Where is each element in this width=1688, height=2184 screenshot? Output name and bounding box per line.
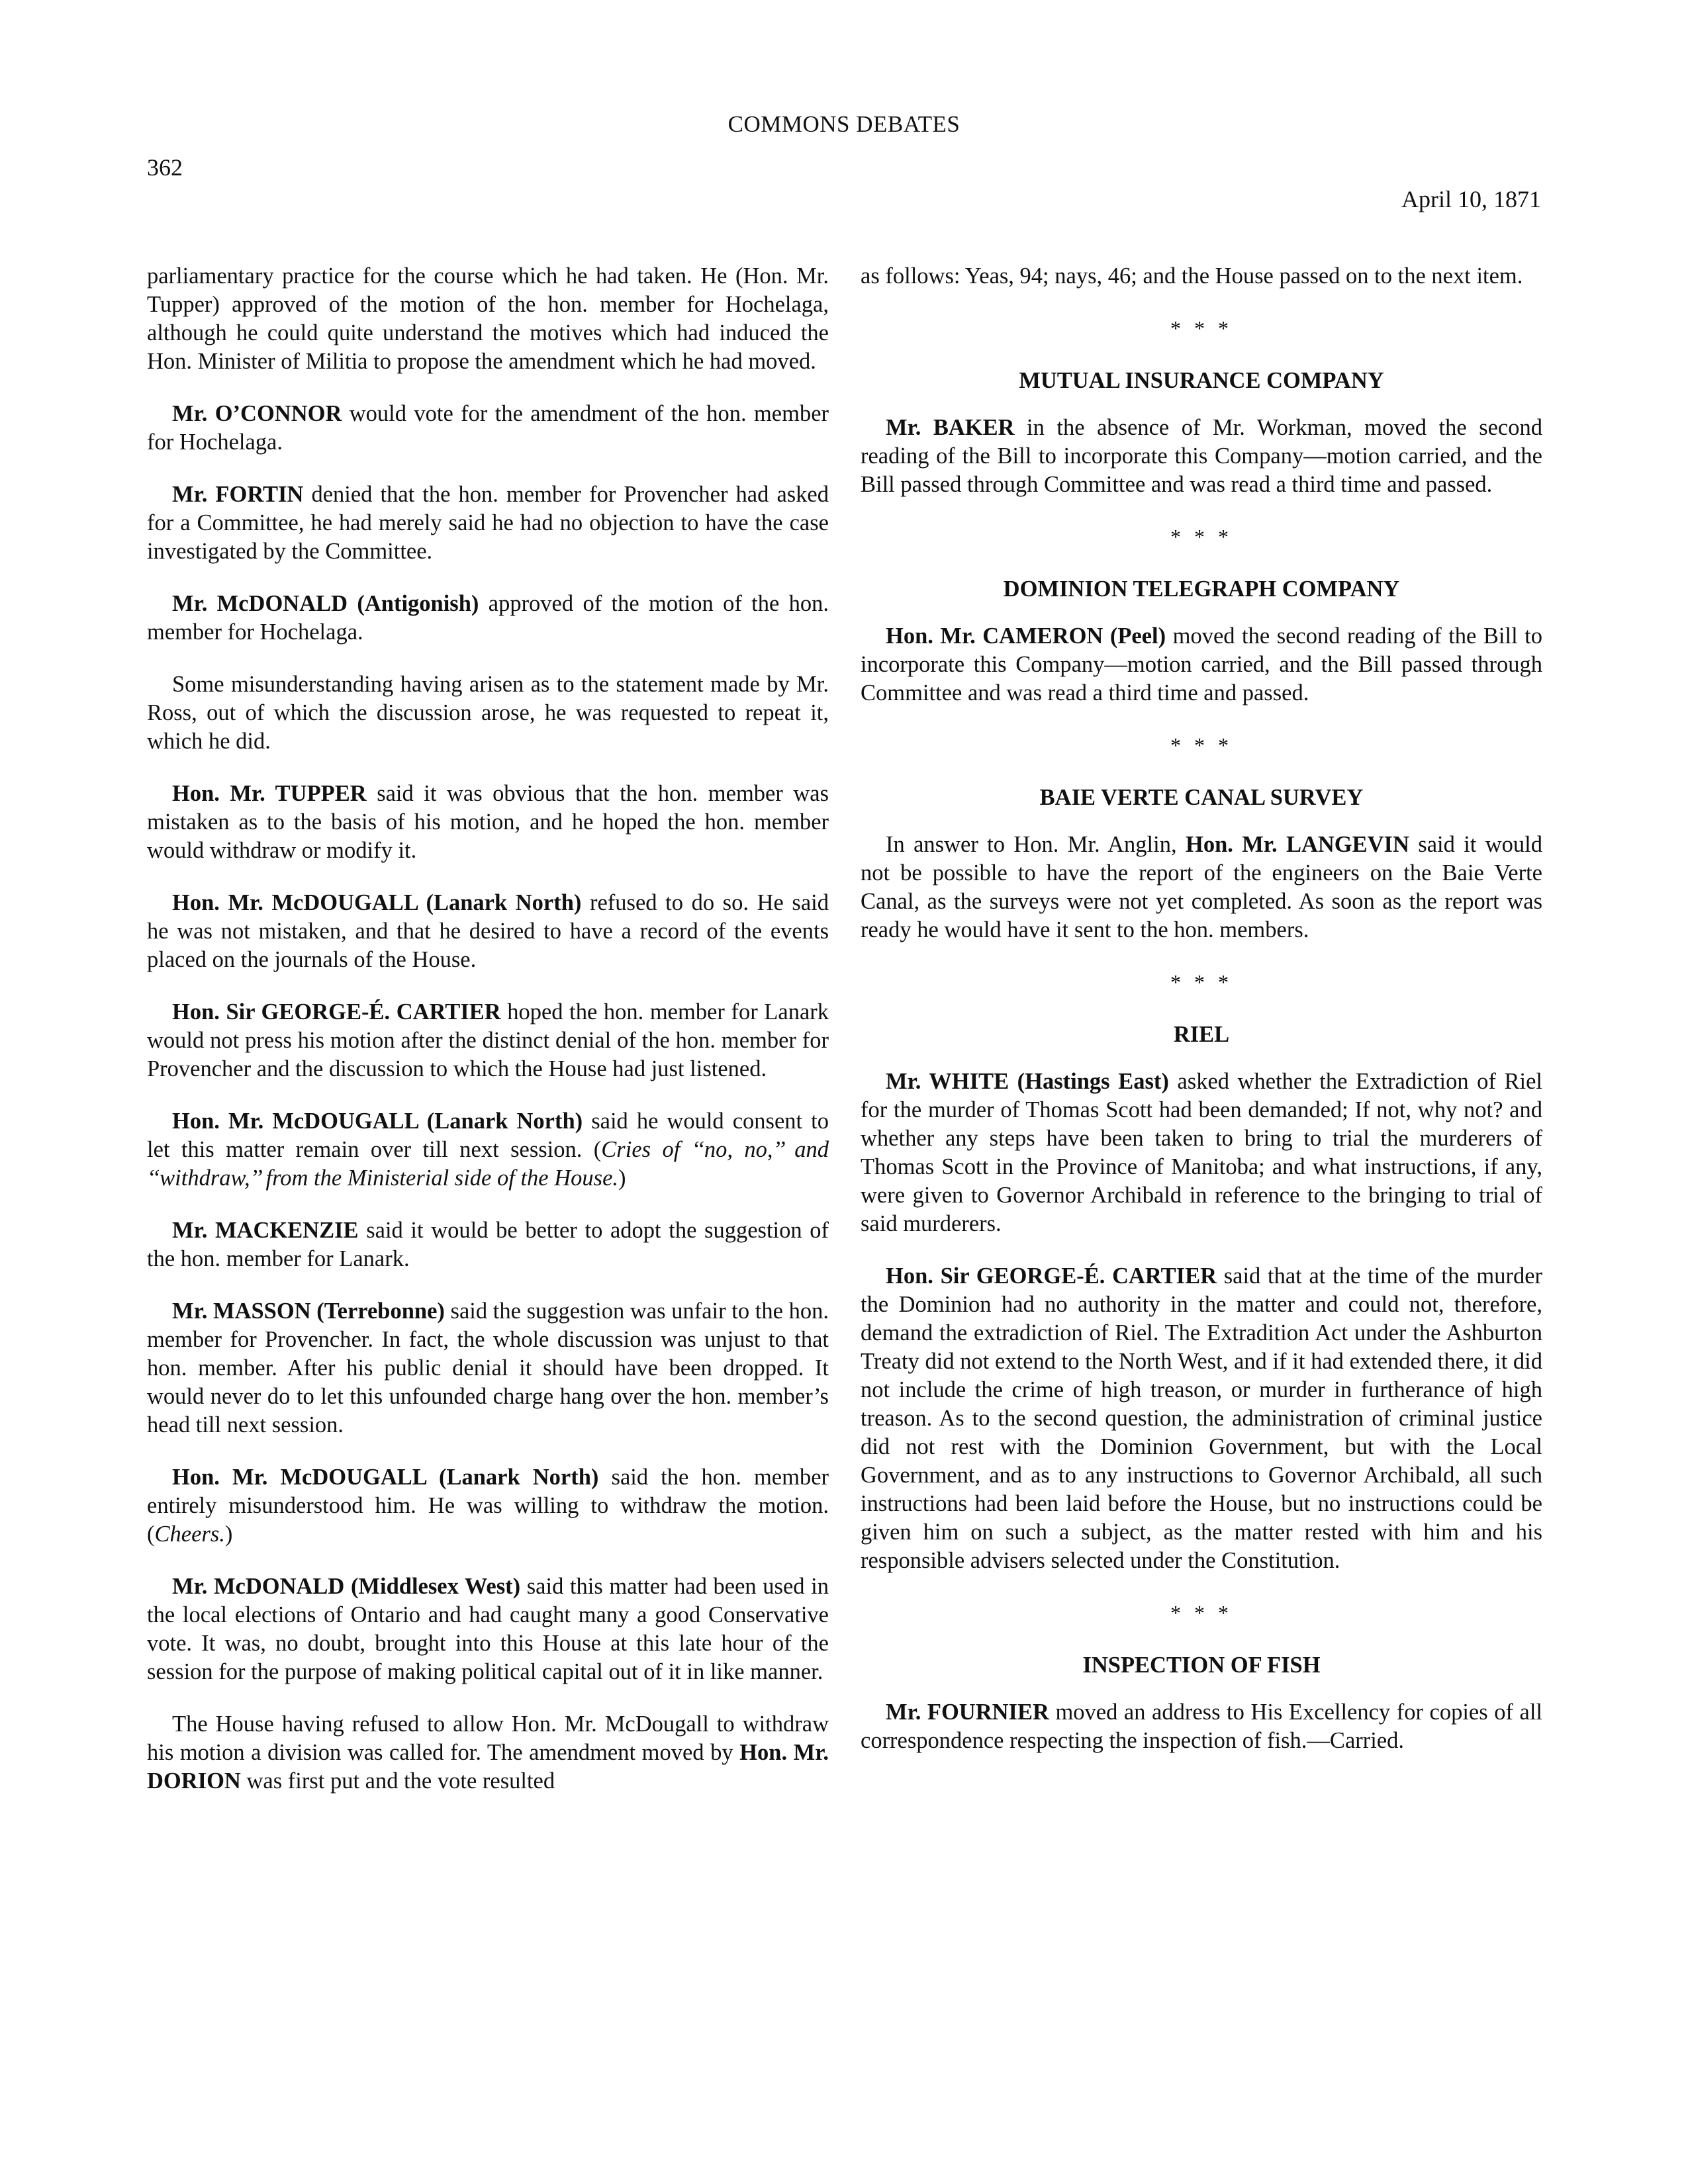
speaker-name: Hon. Mr. DORION — [147, 1740, 829, 1794]
paragraph-text: denied that the hon. member for Provencher had asked for a Committee, he had merely said he had no objection to have the case investigated by the Committee. — [147, 482, 829, 564]
speaker-name: Mr. MASSON (Terrebonne) — [172, 1298, 445, 1324]
paragraph-text: hoped the hon. member for Lanark would not press his motion after the distinct denial of the hon. member for Provencher and the discussion to which the House had just listened. — [147, 999, 829, 1081]
speaker-name: Mr. MACKENZIE — [172, 1218, 359, 1243]
paragraph-text: ) — [224, 1522, 233, 1547]
paragraph — [147, 780, 829, 865]
running-title: COMMONS DEBATES — [727, 111, 961, 137]
paragraph-text: said it would not be possible to have the report of the engineers on the Baie Verte Canal, as the surveys were not yet completed. As soon as the report was ready he would have it sent to the hon. members. — [861, 832, 1543, 942]
speaker-name: Mr. FORTIN — [172, 482, 304, 507]
speaker-name: Hon. Mr. McDOUGALL (Lanark North) — [172, 1465, 599, 1490]
section-separator: * * * — [1170, 733, 1233, 757]
paragraph-text: asked whether the Extradiction of Riel for the murder of Thomas Scott had been demanded; If not, why not? and whether any steps have been taken to bring to trial the murderers of Thomas Scott in the Province of Manitoba; and what instructions, if any, were given to Governor Archibald in reference to the bringing to trial of said murderers. — [861, 1069, 1542, 1236]
speaker-name: Mr. BAKER — [886, 415, 1015, 440]
section-heading: BAIE VERTE CANAL SURVEY — [1039, 785, 1364, 810]
paragraph — [861, 622, 1542, 707]
page-date: April 10, 1871 — [1401, 186, 1541, 212]
speaker-name: Mr. McDONALD (Middlesex West) — [172, 1574, 521, 1599]
section-heading: RIEL — [1173, 1022, 1230, 1047]
paragraph-text: said that at the time of the murder the Dominion had no authority in the matter and could not, therefore, demand the extradiction of Riel. The Extradition Act under the Ashburton Treaty did not extend to the North West, and if it had extended there, it did not include the crime of high treason, or murder in furtherance of high treason. As to the second question, the administration of criminal justice did not rest with the Dominion Government, but with the Local Government, and as to any instructions to Governor Archibald, all such instructions had been laid before the House, but no instructions could be given him on such a subject, as the matter rested with him and his responsible advisers selected under the Constitution. — [861, 1263, 1542, 1573]
paragraph — [147, 1297, 829, 1439]
paragraph: parliamentary practice for the course which he had taken. He (Hon. Mr. Tupper) approved of the motion of the hon. member for Hochelaga, although he could quite understand the motives which had induced the Hon. Minister of Militia to propose the amendment which he had moved. — [147, 263, 829, 374]
paragraph — [861, 1698, 1542, 1755]
paragraph: as follows: Yeas, 94; nays, 46; and the House passed on to the next item. — [861, 263, 1523, 289]
paragraph-text: said it would be better to adopt the suggestion of the hon. member for Lanark. — [147, 1218, 829, 1271]
paragraph-text: said this matter had been used in the local elections of Ontario and had caught many a good Conservative vote. It was, no doubt, brought into this House at this late hour of the session for the purpose of making political capital out of it in like manner. — [147, 1574, 829, 1684]
paragraph — [861, 831, 1542, 944]
speaker-name: Mr. WHITE (Hastings East) — [886, 1069, 1169, 1094]
speaker-name: Hon. Mr. McDOUGALL (Lanark North) — [172, 890, 582, 915]
paragraph-text: In answer to Hon. Mr. Anglin, — [886, 832, 1186, 857]
paragraph-text: moved the second reading of the Bill to incorporate this Company—motion carried, and the Bill passed through Committee and was read a third time and passed. — [861, 623, 1542, 705]
paragraph — [147, 590, 829, 647]
section-separator: * * * — [1170, 316, 1233, 340]
speaker-name: Mr. FOURNIER — [886, 1700, 1049, 1725]
paragraph: Some misunderstanding having arisen as to the statement made by Mr. Ross, out of which the discussion arose, he was requested to repeat it, which he did. — [147, 672, 829, 754]
speaker-name: Mr. O’CONNOR — [172, 401, 342, 426]
paragraph — [147, 1463, 829, 1549]
left-column — [147, 262, 829, 1819]
paragraph-text: was first put and the vote resulted — [240, 1768, 555, 1794]
section-heading: DOMINION TELEGRAPH COMPANY — [1003, 576, 1400, 602]
section-separator: * * * — [1170, 1601, 1233, 1625]
paragraph — [861, 1068, 1542, 1238]
paragraph-text: moved an address to His Excellency for copies of all correspondence respecting the inspection of fish.—Carried. — [861, 1700, 1542, 1753]
paragraph-text: The House having refused to allow Hon. Mr. McDougall to withdraw his motion a division was called for. The amendment moved by — [147, 1711, 829, 1765]
section-separator: * * * — [1170, 970, 1233, 994]
paragraph — [147, 1216, 829, 1273]
stage-direction: Cries of ‘‘no, no,’’ and ‘‘withdraw,’’ from the Ministerial side of the House. — [147, 1137, 829, 1191]
speaker-name: Hon. Mr. McDOUGALL (Lanark North) — [172, 1109, 583, 1134]
page-number: 362 — [147, 154, 183, 181]
paragraph — [861, 414, 1542, 499]
paragraph — [147, 998, 829, 1083]
paragraph — [147, 400, 829, 457]
paragraph — [147, 1572, 829, 1686]
paragraph-text: would vote for the amendment of the hon. member for Hochelaga. — [147, 401, 829, 455]
speaker-name: Hon. Sir GEORGE-É. CARTIER — [886, 1263, 1217, 1289]
paragraph — [147, 480, 829, 566]
right-column — [861, 262, 1542, 1779]
paragraph — [147, 889, 829, 974]
paragraph-text: said the suggestion was unfair to the hon. member for Provencher. In fact, the whole discussion was unjust to that hon. member. After his public denial it should have been dropped. It would never do to let this unfounded charge hang over the hon. member’s head till next session. — [147, 1298, 829, 1437]
section-heading: MUTUAL INSURANCE COMPANY — [1019, 368, 1384, 393]
speaker-name: Mr. McDONALD (Antigonish) — [172, 591, 479, 616]
speaker-name: Hon. Mr. LANGEVIN — [1185, 832, 1409, 857]
paragraph — [861, 1262, 1542, 1575]
paragraph-text: said the hon. member entirely misunderstood him. He was willing to withdraw the motion. ( — [147, 1465, 829, 1547]
speaker-name: Hon. Mr. CAMERON (Peel) — [886, 623, 1166, 649]
speaker-name: Hon. Sir GEORGE-É. CARTIER — [172, 999, 501, 1024]
paragraph-text: approved of the motion of the hon. member for Hochelaga. — [147, 591, 829, 645]
section-separator: * * * — [1170, 525, 1233, 549]
paragraph — [147, 1710, 829, 1796]
speaker-name: Hon. Mr. TUPPER — [172, 781, 367, 806]
paragraph-text: said he would consent to let this matter remain over till next session. ( — [147, 1109, 829, 1162]
paragraph-text: ) — [618, 1165, 626, 1191]
section-heading: INSPECTION OF FISH — [1082, 1653, 1321, 1678]
stage-direction: Cheers. — [154, 1522, 225, 1547]
paragraph-text: in the absence of Mr. Workman, moved the second reading of the Bill to incorporate this Company—motion carried, and the Bill passed through Committee and was read a third time and passed. — [861, 415, 1542, 497]
paragraph-text: refused to do so. He said he was not mistaken, and that he desired to have a record of the events placed on the journals of the House. — [147, 890, 829, 972]
paragraph-text: said it was obvious that the hon. member was mistaken as to the basis of his motion, and he hoped the hon. member would withdraw or modify it. — [147, 781, 829, 863]
paragraph — [147, 1107, 829, 1193]
